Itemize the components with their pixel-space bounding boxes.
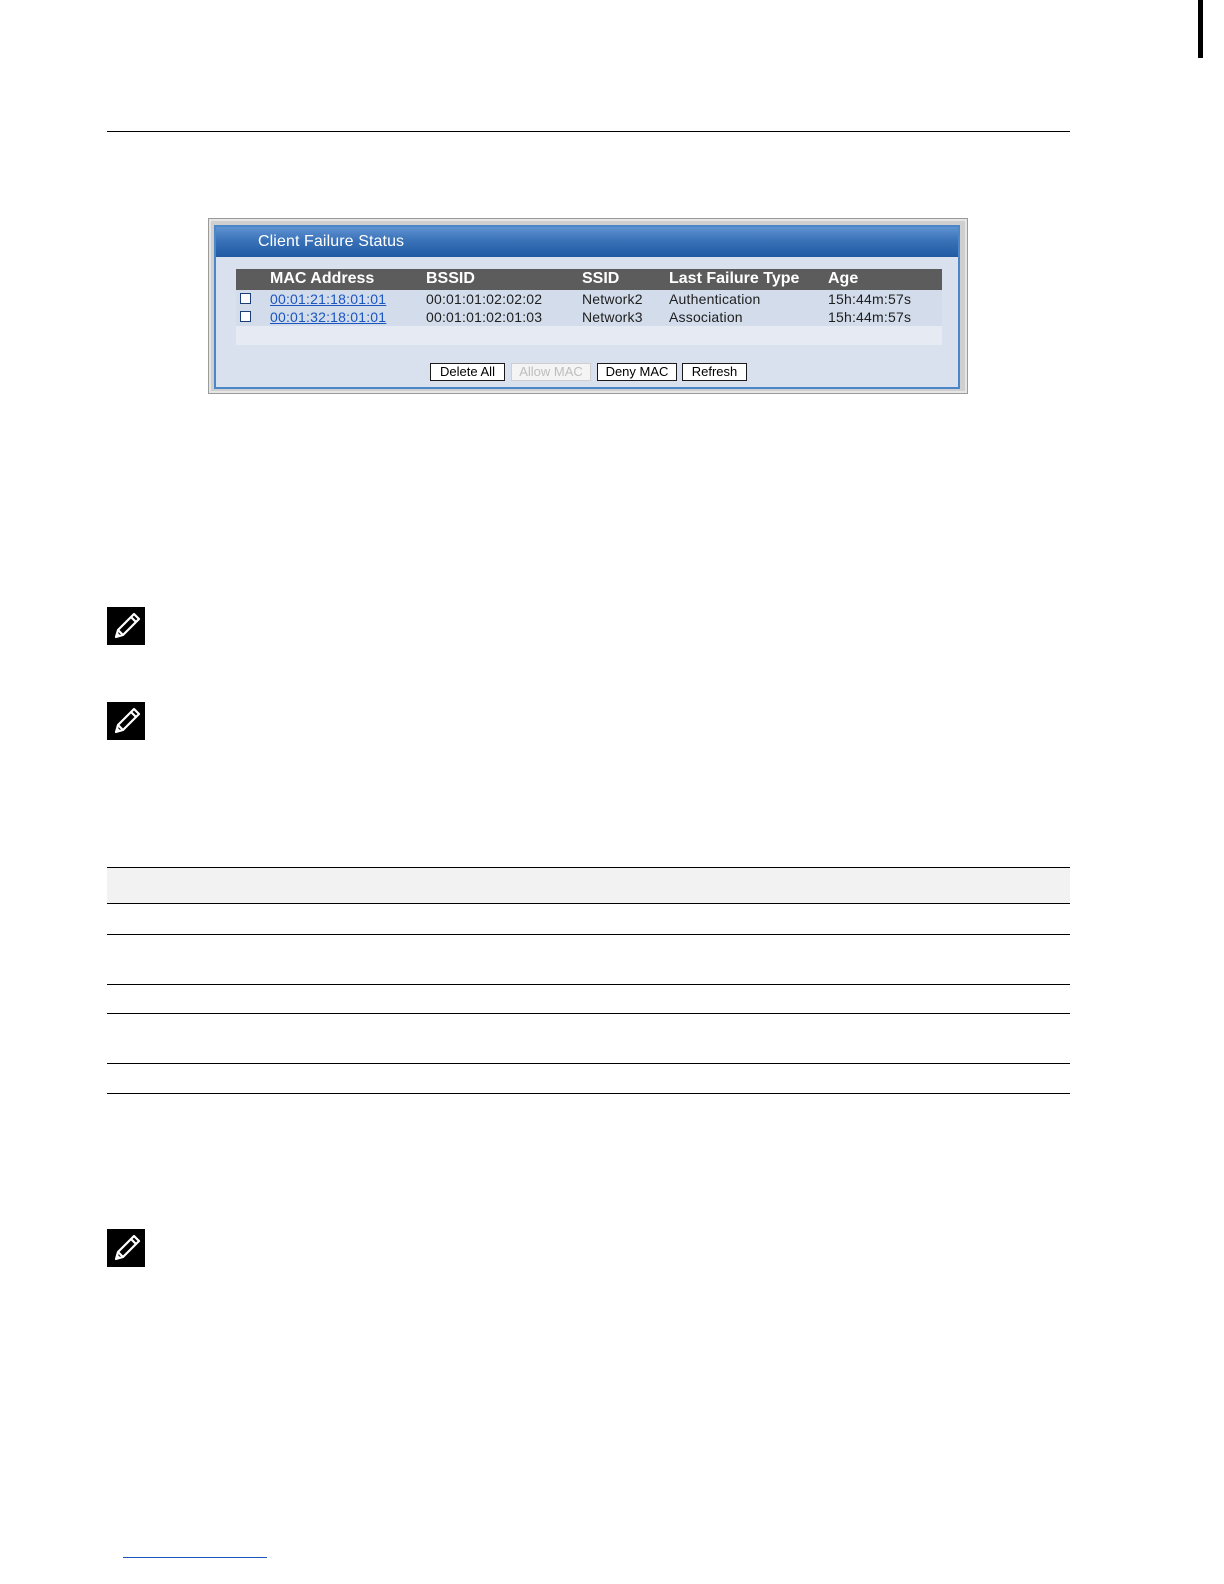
table-row-divider xyxy=(107,1063,1070,1064)
column-header-mac-address: MAC Address xyxy=(270,270,375,287)
table-header xyxy=(236,269,942,290)
delete-all-button[interactable]: Delete All xyxy=(430,363,505,381)
ssid-cell: Network3 xyxy=(582,309,643,325)
mac-address-link[interactable]: 00:01:21:18:01:01 xyxy=(270,291,387,307)
footer-link-underline xyxy=(123,1557,267,1558)
client-failure-table xyxy=(236,269,942,345)
allow-mac-button[interactable]: Allow MAC xyxy=(511,363,591,381)
deny-mac-button[interactable]: Deny MAC xyxy=(597,363,677,381)
panel-header xyxy=(216,227,958,257)
refresh-button[interactable]: Refresh xyxy=(682,363,747,381)
row-select-checkbox[interactable] xyxy=(240,311,251,322)
table-row-divider xyxy=(107,984,1070,985)
parameter-table-header xyxy=(107,867,1070,904)
table-row xyxy=(236,290,942,308)
page-edge-marker xyxy=(1198,0,1203,58)
column-header-last-failure-type: Last Failure Type xyxy=(669,270,800,287)
header-rule xyxy=(107,131,1070,132)
age-cell: 15h:44m:57s xyxy=(828,309,912,325)
table-row xyxy=(236,308,942,326)
ssid-cell: Network2 xyxy=(582,291,643,307)
row-select-checkbox[interactable] xyxy=(240,293,251,304)
failure-type-cell: Authentication xyxy=(669,291,761,307)
failure-type-cell: Association xyxy=(669,309,743,325)
column-header-bssid: BSSID xyxy=(426,270,475,287)
bssid-cell: 00:01:01:02:01:03 xyxy=(426,309,543,325)
panel-title: Client Failure Status xyxy=(258,233,405,250)
mac-address-link[interactable]: 00:01:32:18:01:01 xyxy=(270,309,387,325)
client-failure-status-panel xyxy=(214,225,960,389)
column-header-ssid: SSID xyxy=(582,270,620,287)
parameter-table xyxy=(107,867,1070,1094)
note-pencil-icon xyxy=(107,607,145,645)
table-row-divider xyxy=(107,1013,1070,1014)
table-row-divider xyxy=(107,934,1070,935)
table-row-divider xyxy=(107,1093,1070,1094)
bssid-cell: 00:01:01:02:02:02 xyxy=(426,291,543,307)
column-header-age: Age xyxy=(828,270,859,287)
note-pencil-icon xyxy=(107,702,145,740)
note-pencil-icon xyxy=(107,1229,145,1267)
age-cell: 15h:44m:57s xyxy=(828,291,912,307)
